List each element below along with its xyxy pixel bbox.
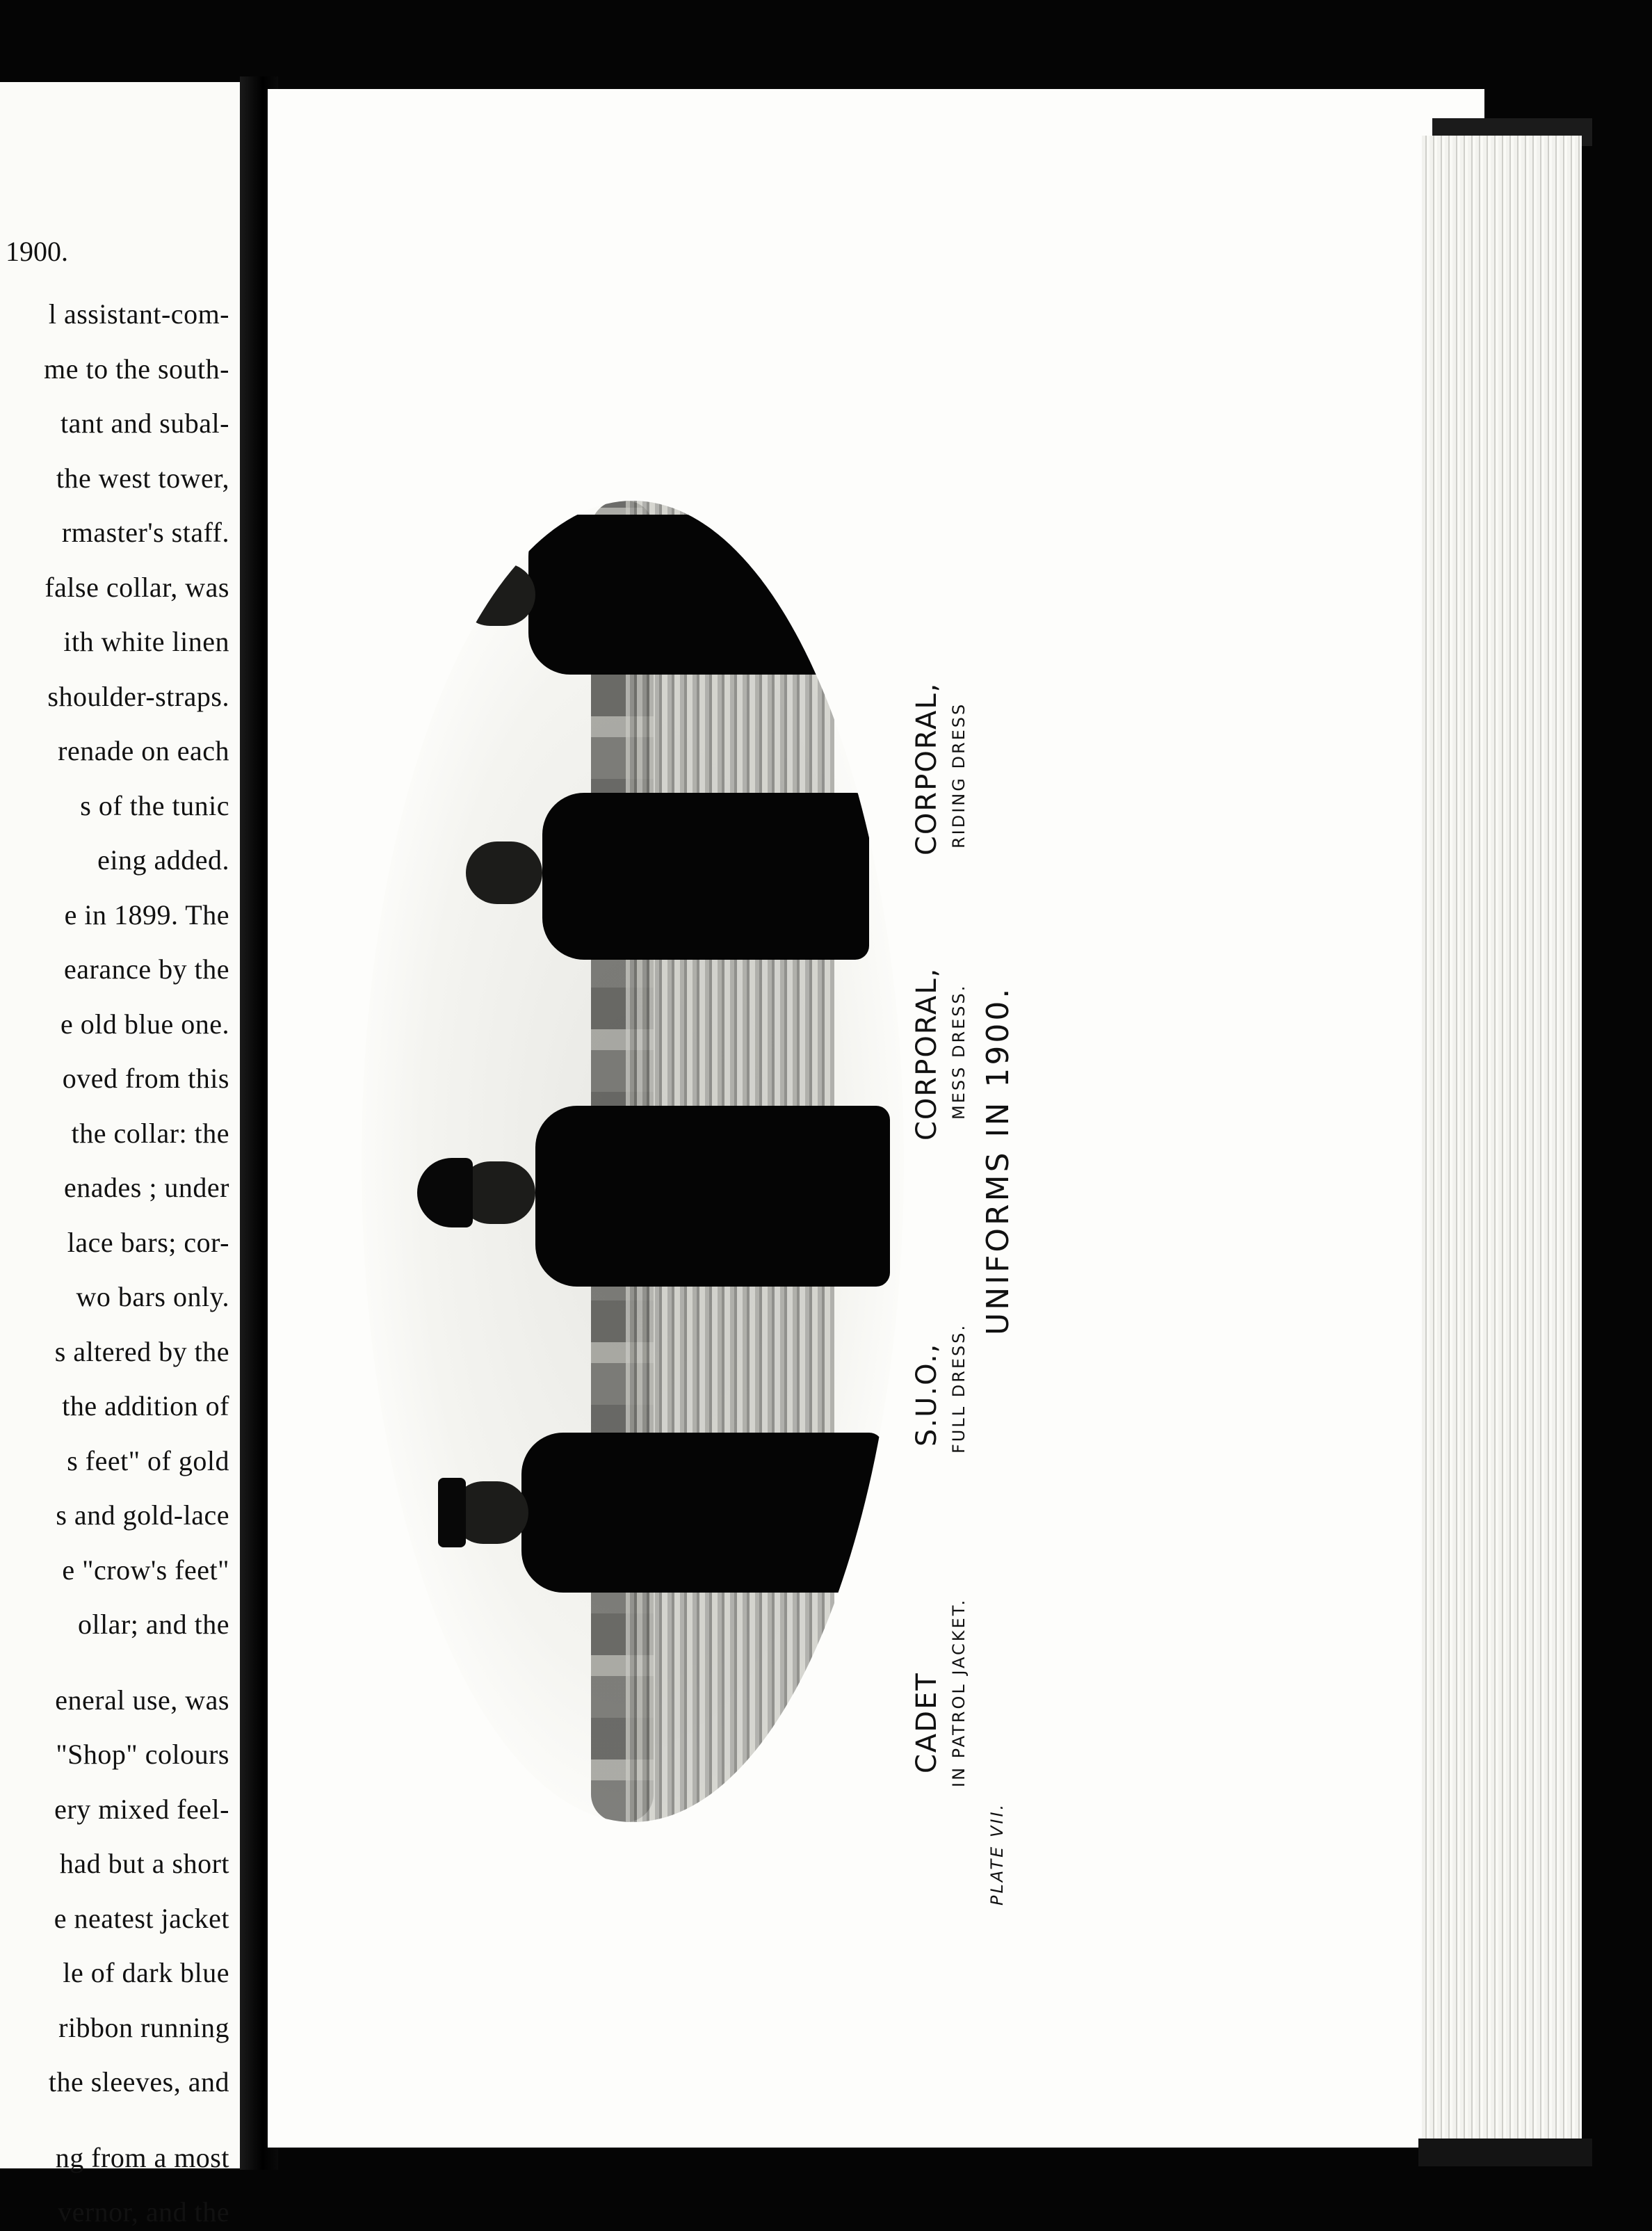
left-page-line: ng from a most xyxy=(55,2141,229,2173)
left-page-line: s feet" of gold xyxy=(67,1444,229,1476)
caption-corporal-riding: CORPORAL, xyxy=(911,682,943,855)
left-page-line: l assistant-com- xyxy=(48,298,229,330)
left-page-line: the addition of xyxy=(62,1390,229,1421)
caption-corporal-mess: CORPORAL, xyxy=(911,967,943,1141)
left-page-line: e old blue one. xyxy=(60,1008,229,1040)
left-page-line: tant and subal- xyxy=(60,408,229,439)
left-page-line: earance by the xyxy=(64,953,229,985)
group-photograph xyxy=(362,501,904,1822)
caption-corporal-mess-sub: MESS DRESS. xyxy=(949,983,969,1120)
left-page-line: e "crow's feet" xyxy=(62,1554,229,1586)
uniform-plate xyxy=(362,334,1126,2003)
caption-suo: S.U.O., xyxy=(911,1342,943,1447)
left-page-line: false collar, was xyxy=(44,571,229,603)
left-page-line: shoulder-straps. xyxy=(47,680,229,712)
caption-cadet: CADET xyxy=(911,1672,943,1773)
left-page-line: the collar: the xyxy=(71,1117,229,1149)
left-page xyxy=(0,82,240,2228)
left-page-line: e in 1899. The xyxy=(64,899,229,931)
running-head: 1900. xyxy=(6,236,68,267)
cadet-figure xyxy=(521,1433,883,1593)
left-page-line: ith white linen xyxy=(63,626,229,657)
left-page-line: the west tower, xyxy=(56,462,229,494)
page-edges-bottom xyxy=(1418,2139,1592,2166)
left-page-line: renade on each xyxy=(58,735,229,766)
page-edges xyxy=(1422,136,1582,2145)
corporal-riding-figure xyxy=(528,515,876,675)
left-page-line: me to the south- xyxy=(44,353,229,385)
left-page-line: rmaster's staff. xyxy=(61,517,229,548)
caption-cadet-sub: IN PATROL JACKET. xyxy=(949,1597,969,1787)
plate-number: PLATE VII. xyxy=(987,1802,1007,1906)
plate-title: UNIFORMS IN 1900. xyxy=(980,985,1016,1335)
left-page-line: s altered by the xyxy=(54,1335,229,1367)
corporal-riding-cap xyxy=(445,560,473,629)
left-page-line: oved from this xyxy=(62,1063,229,1094)
corporal-mess-head xyxy=(466,841,542,904)
left-page-line: vernor, and the xyxy=(58,2196,229,2228)
left-page-line: wo bars only. xyxy=(76,1281,229,1312)
left-page-line: "Shop" colours xyxy=(56,1739,229,1770)
caption-corporal-riding-sub: RIDING DRESS xyxy=(949,702,969,848)
left-page-line: eneral use, was xyxy=(55,1684,229,1716)
left-page-line: ribbon running xyxy=(58,2011,229,2043)
suo-figure xyxy=(535,1106,890,1287)
left-page-line: eing added. xyxy=(97,844,229,876)
left-page-line: enades ; under xyxy=(63,1172,229,1203)
left-page-line: ery mixed feel- xyxy=(54,1793,229,1825)
caption-suo-sub: FULL DRESS. xyxy=(949,1323,969,1453)
left-page-line: s of the tunic xyxy=(80,789,229,821)
left-page-line: the sleeves, and xyxy=(48,2066,229,2097)
corporal-mess-figure xyxy=(542,793,869,960)
left-page-line: s and gold-lace xyxy=(56,1499,229,1531)
left-page-line: had but a short xyxy=(59,1848,229,1879)
cadet-cap xyxy=(438,1478,466,1547)
suo-helmet xyxy=(417,1158,473,1227)
left-page-line: le of dark blue xyxy=(63,1957,229,1988)
left-page-line: e neatest jacket xyxy=(54,1902,229,1934)
left-page-line: lace bars; cor- xyxy=(67,1226,229,1258)
left-page-line: ollar; and the xyxy=(77,1609,229,1640)
